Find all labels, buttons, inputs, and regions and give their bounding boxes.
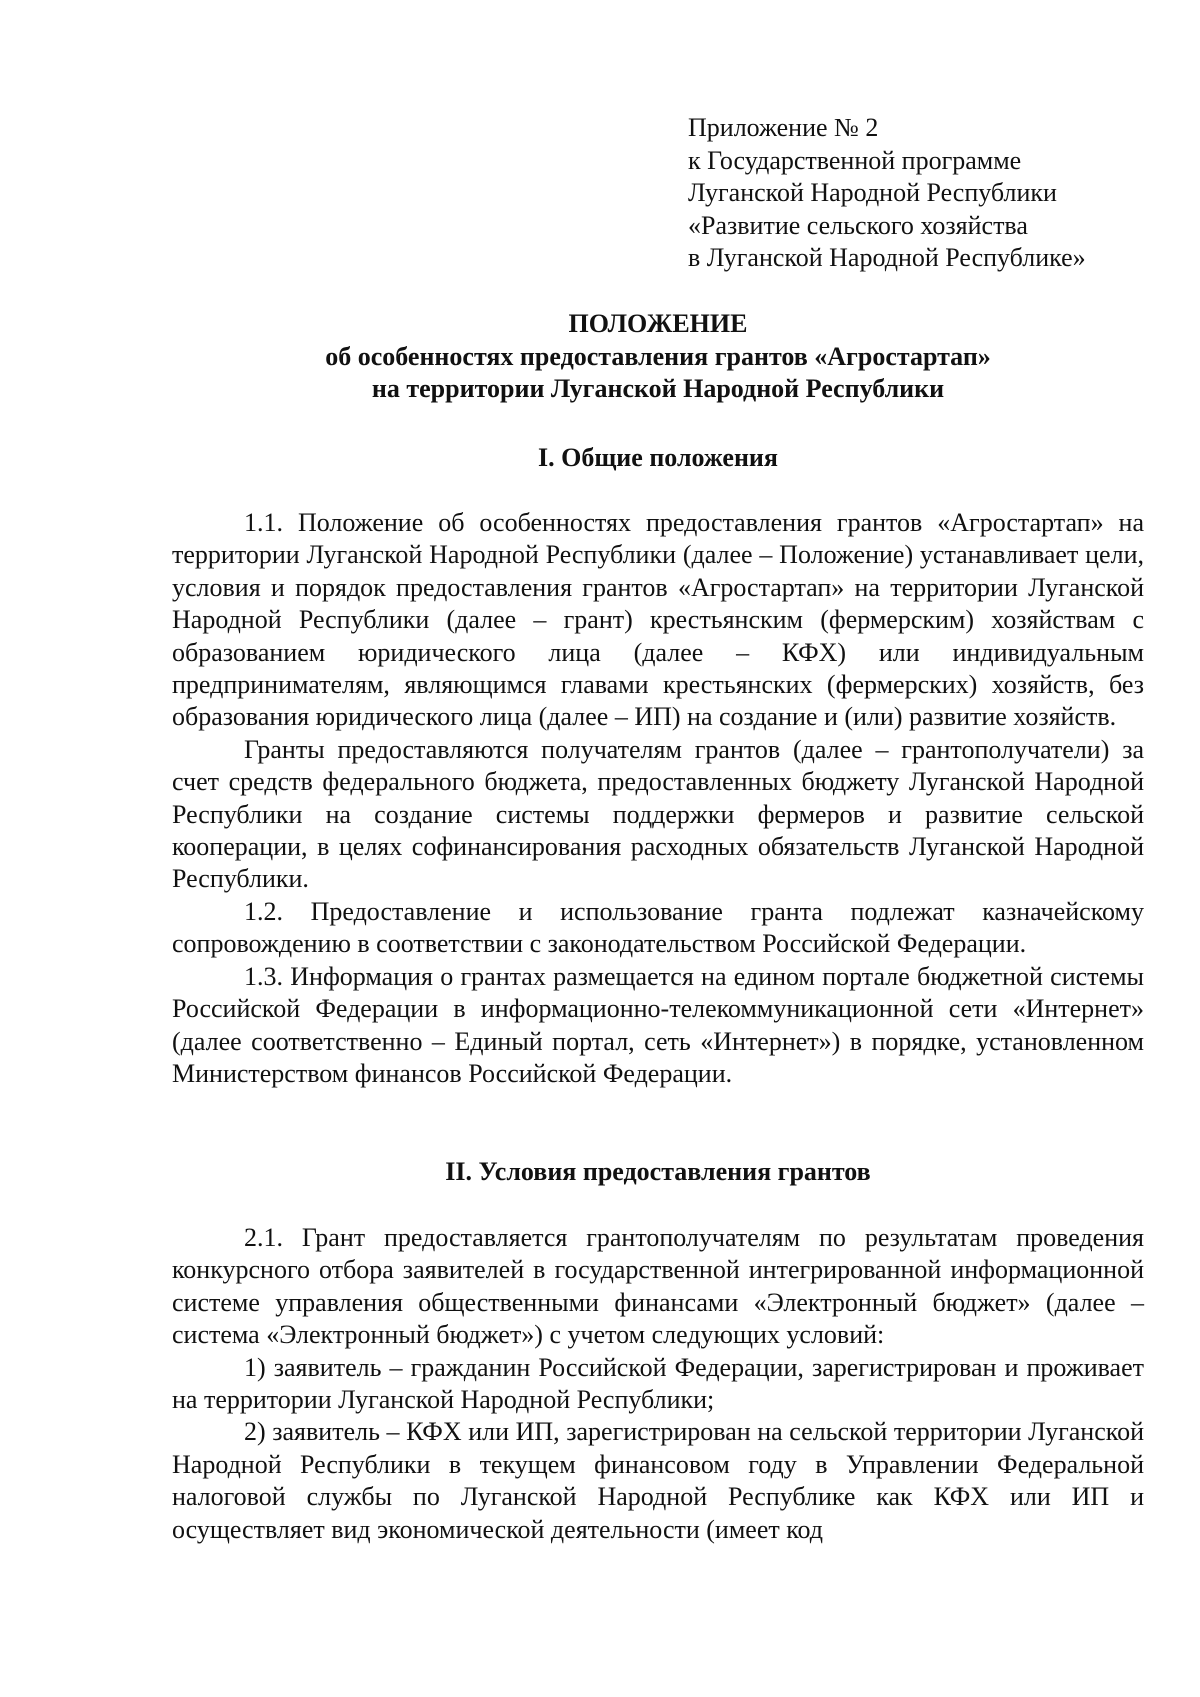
annex-line: в Луганской Народной Республике» <box>688 243 1086 272</box>
title-line: на территории Луганской Народной Республики <box>371 374 945 403</box>
section-body-conditions <box>172 1222 1144 1546</box>
annex-line: к Государственной программе <box>688 145 1022 175</box>
annex-line: Луганской Народной Республики <box>688 178 1057 207</box>
title-line: ПОЛОЖЕНИЕ <box>568 309 748 338</box>
paragraph: 2) заявитель – КФХ или ИП, зарегистрирован на сельской территории Луганской Народной Республики в текущем финансовом году в Управлении Федеральной налоговой службы по Луганской Народной Республике как КФХ или ИП и осуществляет вид экономической деятельности (имеет код <box>172 1417 1144 1544</box>
annex-line: «Развитие сельского хозяйства <box>688 210 1028 240</box>
document-title <box>172 308 1144 406</box>
section-heading-conditions: II. Условия предоставления грантов <box>445 1157 871 1186</box>
section-heading-general: I. Общие положения <box>538 443 778 472</box>
paragraph: 1.1. Положение об особенностях предоставления грантов «Агростартап» на территории Луганской Народной Республики (далее – Положение) устанавливает цели, условия и порядок предоставления грантов «Агростартап» на территории Луганской Народной Республики (далее – грант) крестьянским (фермерским) хозяйствам с образованием юридического лица (далее – КФХ) или индивидуальным предпринимателям, являющимся главами крестьянских (фермерских) хозяйств, без образования юридического лица (далее – ИП) на создание и (или) развитие хозяйств. <box>172 508 1144 732</box>
paragraph: 1) заявитель – гражданин Российской Федерации, зарегистрирован и проживает на территории Луганской Народной Республики; <box>172 1352 1144 1415</box>
title-line: об особенностях предоставления грантов «Агростартап» <box>325 341 991 371</box>
paragraph: 2.1. Грант предоставляется грантополучателям по результатам проведения конкурсного отбора заявителей в государственной интегрированной информационной системе управления общественными финансами «Электронный бюджет» (далее – система «Электронный бюджет») с учетом следующих условий: <box>172 1223 1144 1350</box>
annex-reference <box>688 112 1128 275</box>
paragraph: Гранты предоставляются получателям грантов (далее – грантополучатели) за счет средств федерального бюджета, предоставленных бюджету Луганской Народной Республики на создание системы поддержки фермеров и развитие сельской кооперации, в целях софинансирования расходных обязательств Луганской Народной Республики. <box>172 734 1144 894</box>
paragraph: 1.2. Предоставление и использование гранта подлежат казначейскому сопровождению в соответствии с законодательством Российской Федерации. <box>172 896 1144 959</box>
annex-line: Приложение № 2 <box>688 113 879 142</box>
section-body-general <box>172 507 1144 1090</box>
paragraph: 1.3. Информация о грантах размещается на едином портале бюджетной системы Российской Федерации в информационно-телекоммуникационной сети «Интернет» (далее соответственно – Единый портал, сеть «Интернет») в порядке, установленном Министерством финансов Российской Федерации. <box>172 961 1144 1088</box>
